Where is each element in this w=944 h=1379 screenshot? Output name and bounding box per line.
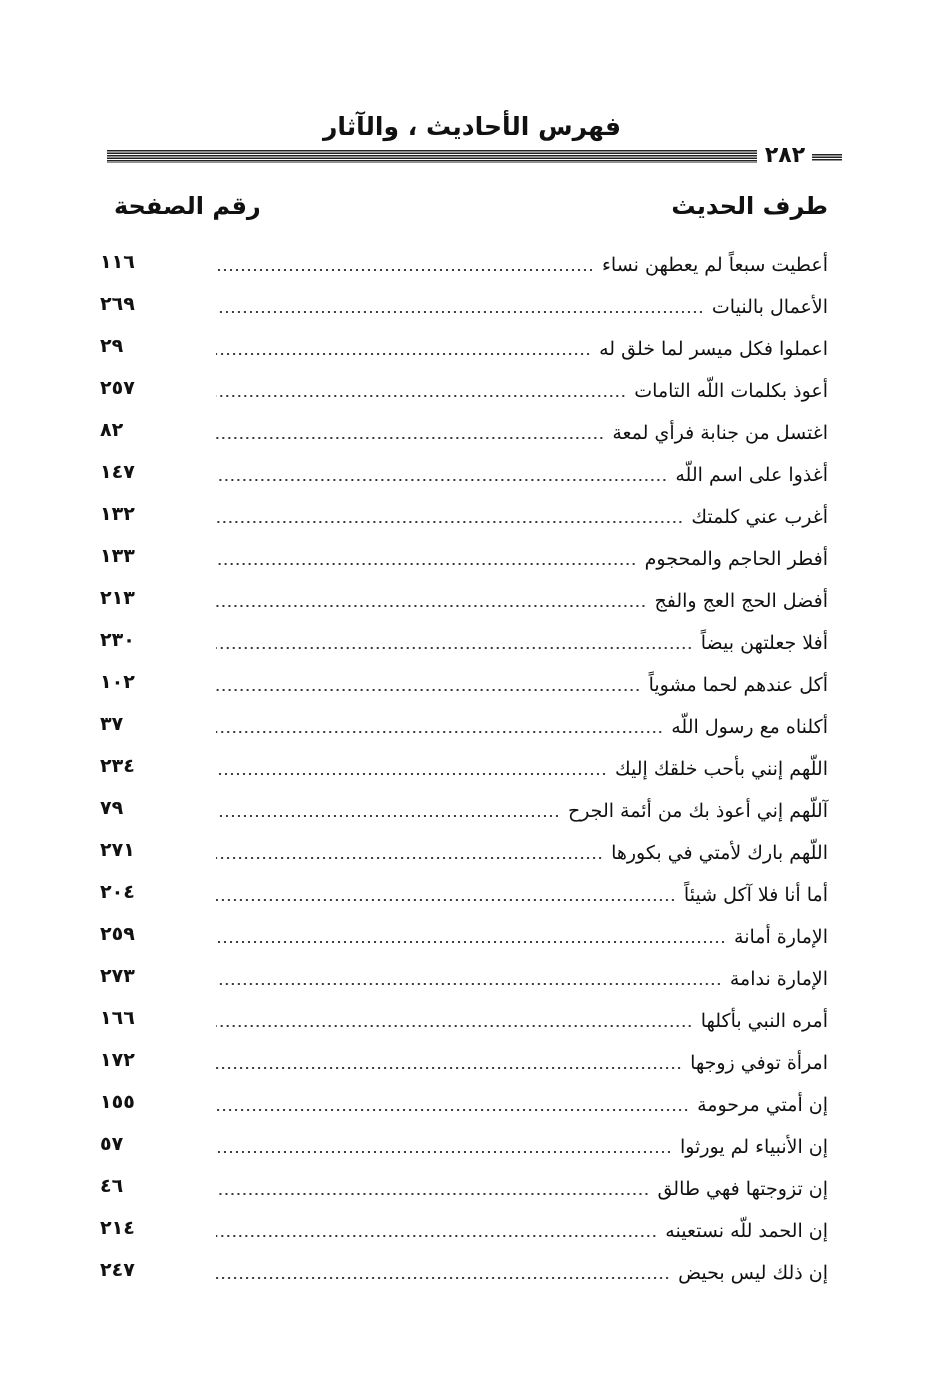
entry-page-number: ٢٣٤	[100, 755, 135, 777]
entry-line	[216, 1084, 828, 1126]
hadith-text: اللّهم بارك لأمتي في بكورها	[611, 842, 828, 864]
entry-page-number: ٢٥٧	[100, 377, 135, 399]
entry-page-number: ٤٦	[100, 1175, 124, 1197]
dot-leader	[216, 563, 637, 565]
index-entry	[0, 916, 944, 958]
entry-line	[216, 706, 828, 748]
index-entry	[0, 1084, 944, 1126]
hadith-column-heading: طرف الحديث	[671, 192, 828, 220]
index-entry	[0, 286, 944, 328]
hadith-text: إن ذلك ليس بحيض	[678, 1262, 828, 1284]
entry-line	[216, 286, 828, 328]
entry-page-number: ٢٥٩	[100, 923, 135, 945]
index-entry	[0, 958, 944, 1000]
hadith-text: إن الأنبياء لم يورثوا	[679, 1136, 828, 1158]
dot-leader	[216, 773, 607, 775]
entry-page-number: ٢٠٤	[100, 881, 135, 903]
dot-leader	[216, 1067, 682, 1069]
index-entry	[0, 874, 944, 916]
entry-line	[216, 664, 828, 706]
hadith-text: اللّهم إنني بأحب خلقك إليك	[614, 758, 828, 780]
dot-leader	[216, 311, 704, 313]
dot-leader	[216, 857, 603, 859]
index-entry	[0, 622, 944, 664]
dot-leader	[216, 941, 726, 943]
entry-line	[216, 1210, 828, 1252]
entry-line	[216, 916, 828, 958]
dot-leader	[216, 353, 591, 355]
entry-page-number: ٨٢	[100, 419, 124, 441]
entry-page-number: ٢٣٠	[100, 629, 135, 651]
index-entry	[0, 1168, 944, 1210]
entry-line	[216, 496, 828, 538]
entry-page-number: ٥٧	[100, 1133, 124, 1155]
index-entry	[0, 1210, 944, 1252]
entry-line	[216, 370, 828, 412]
hadith-text: إن الحمد للّه نستعينه	[665, 1220, 828, 1242]
hadith-text: الأعمال بالنيات	[711, 296, 828, 318]
hadith-text: أمره النبي بأكلها	[700, 1010, 828, 1032]
entry-page-number: ٧٩	[100, 797, 124, 819]
dot-leader	[216, 479, 667, 481]
dot-leader	[216, 647, 693, 649]
hadith-text: أفضل الحج العج والفج	[654, 590, 828, 612]
entry-page-number: ٢١٣	[100, 587, 135, 609]
hadith-text: الإمارة أمانة	[734, 926, 828, 948]
entry-page-number: ٢٤٧	[100, 1259, 135, 1281]
entry-line	[216, 412, 828, 454]
hadith-text: أكلناه مع رسول اللّه	[671, 716, 828, 738]
page-title: فهرس الأحاديث ، والآثار	[322, 112, 621, 141]
entry-page-number: ٢٧٣	[100, 965, 135, 987]
index-entry	[0, 1042, 944, 1084]
entry-page-number: ٢٧١	[100, 839, 135, 861]
entry-line	[216, 1252, 828, 1294]
entry-line	[216, 790, 828, 832]
entry-page-number: ٢١٤	[100, 1217, 135, 1239]
dot-leader	[216, 815, 560, 817]
page-number: ٢٨٢	[764, 143, 806, 168]
hadith-text: أفطر الحاجم والمحجوم	[644, 548, 828, 570]
entry-page-number: ١٣٣	[100, 545, 135, 567]
hadith-text: اعملوا فكل ميسر لما خلق له	[599, 338, 828, 360]
entry-line	[216, 832, 828, 874]
index-entry	[0, 496, 944, 538]
hadith-index-list	[0, 244, 944, 1294]
hadith-text: آللّهم إني أعوذ بك من أئمة الجرح	[567, 800, 828, 822]
index-entry	[0, 328, 944, 370]
dot-leader	[216, 1151, 672, 1153]
hadith-text: أغذوا على اسم اللّه	[675, 464, 828, 486]
header-rule-tail	[812, 154, 842, 161]
hadith-text: اغتسل من جنابة فرأي لمعة	[612, 422, 828, 444]
hadith-text: أغرب عني كلمتك	[691, 506, 828, 528]
entry-page-number: ١٠٢	[100, 671, 135, 693]
entry-line	[216, 622, 828, 664]
page-column-heading: رقم الصفحة	[114, 192, 261, 220]
dot-leader	[216, 1109, 689, 1111]
hadith-text: أفلا جعلتهن بيضاً	[700, 632, 828, 654]
hadith-text: الإمارة ندامة	[729, 968, 828, 990]
index-entry	[0, 244, 944, 286]
hadith-text: امرأة توفي زوجها	[690, 1052, 828, 1074]
entry-line	[216, 538, 828, 580]
entry-page-number: ١٦٦	[100, 1007, 135, 1029]
entry-page-number: ١٧٢	[100, 1049, 135, 1071]
entry-page-number: ١٥٥	[100, 1091, 135, 1113]
dot-leader	[216, 1193, 649, 1195]
hadith-text: أكل عندهم لحما مشوياً	[648, 674, 828, 696]
index-entry	[0, 664, 944, 706]
dot-leader	[216, 1235, 657, 1237]
entry-page-number: ١٤٧	[100, 461, 135, 483]
hadith-text: إن تزوجتها فهي طالق	[657, 1178, 828, 1200]
index-entry	[0, 580, 944, 622]
index-entry	[0, 1126, 944, 1168]
index-entry	[0, 454, 944, 496]
index-entry	[0, 832, 944, 874]
dot-leader	[216, 731, 663, 733]
entry-line	[216, 454, 828, 496]
dot-leader	[216, 899, 676, 901]
entry-page-number: ٢٦٩	[100, 293, 135, 315]
header-rule	[107, 150, 757, 163]
entry-line	[216, 874, 828, 916]
entry-page-number: ٣٧	[100, 713, 124, 735]
entry-line	[216, 1126, 828, 1168]
entry-line	[216, 958, 828, 1000]
dot-leader	[216, 437, 604, 439]
index-entry	[0, 538, 944, 580]
entry-line	[216, 1000, 828, 1042]
entry-line	[216, 244, 828, 286]
entry-line	[216, 1168, 828, 1210]
entry-page-number: ٢٩	[100, 335, 124, 357]
dot-leader	[216, 605, 646, 607]
dot-leader	[216, 521, 683, 523]
hadith-text: أما أنا فلا آكل شيئاً	[683, 884, 828, 906]
dot-leader	[216, 269, 594, 271]
hadith-text: أعطيت سبعاً لم يعطهن نساء	[601, 254, 828, 276]
entry-line	[216, 1042, 828, 1084]
dot-leader	[216, 983, 722, 985]
hadith-text: إن أمتي مرحومة	[697, 1094, 828, 1116]
entry-page-number: ١٣٢	[100, 503, 135, 525]
dot-leader	[216, 395, 626, 397]
hadith-text: أعوذ بكلمات اللّه التامات	[634, 380, 828, 402]
index-entry	[0, 412, 944, 454]
entry-page-number: ١١٦	[100, 251, 135, 273]
dot-leader	[216, 1025, 693, 1027]
entry-line	[216, 580, 828, 622]
index-entry	[0, 370, 944, 412]
entry-line	[216, 328, 828, 370]
index-entry	[0, 706, 944, 748]
entry-line	[216, 748, 828, 790]
index-entry	[0, 748, 944, 790]
index-entry	[0, 1252, 944, 1294]
dot-leader	[216, 1277, 670, 1279]
index-entry	[0, 790, 944, 832]
dot-leader	[216, 689, 641, 691]
index-entry	[0, 1000, 944, 1042]
